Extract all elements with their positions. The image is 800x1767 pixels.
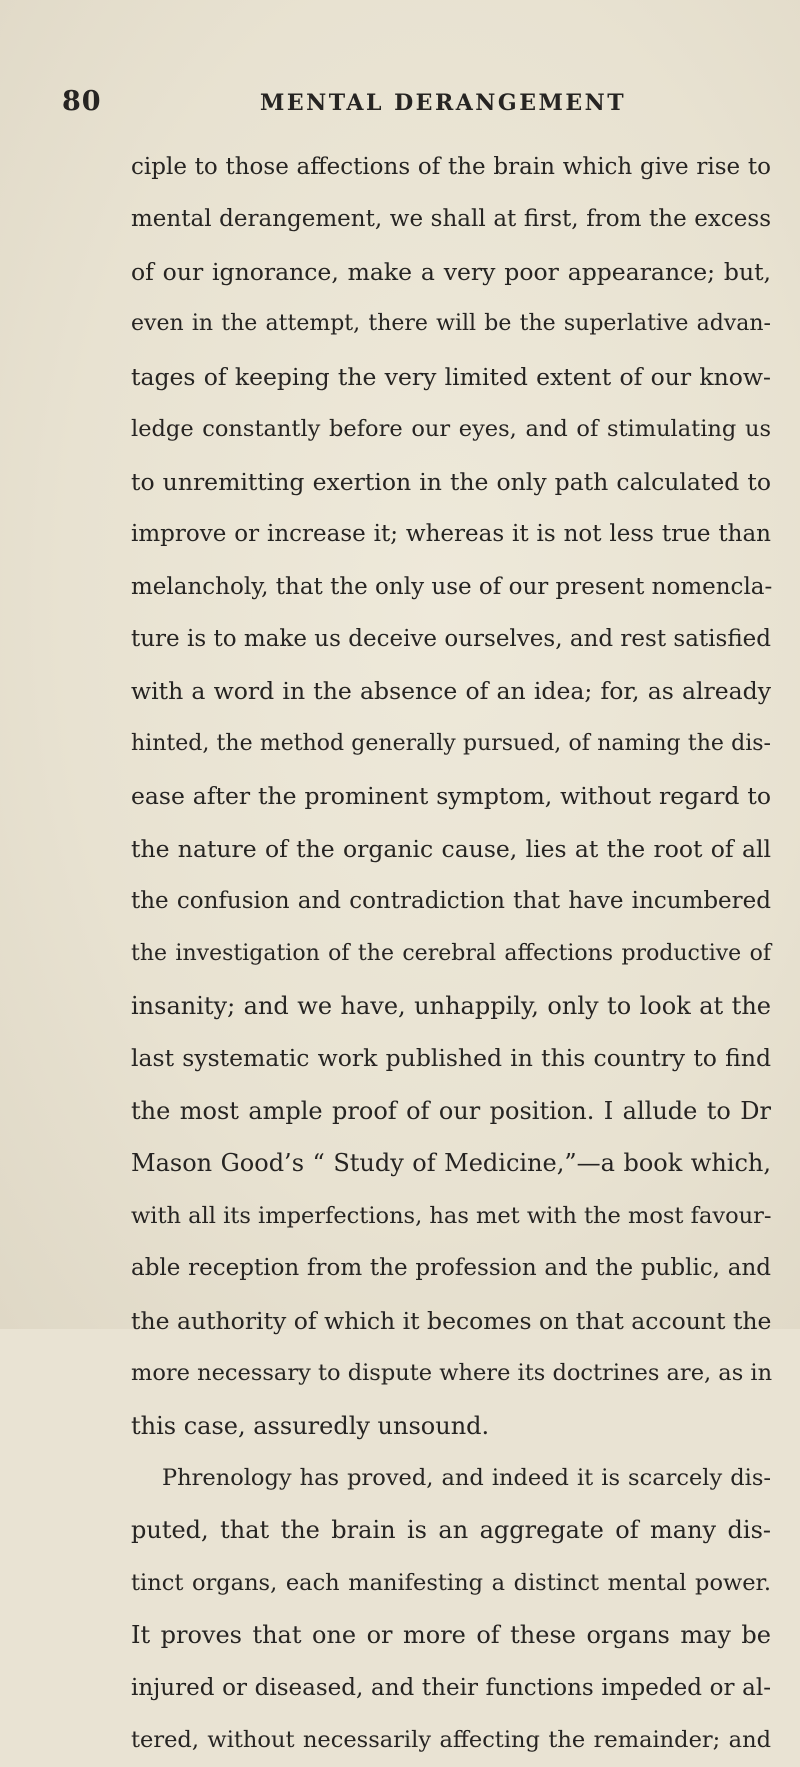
text-line: the investigation of the cerebral affections productive of (131, 940, 771, 966)
body-text (131, 141, 771, 1767)
text-line: tinct organs, each manifesting a distinct mental power. (131, 1569, 771, 1596)
text-line: of our ignorance, make a very poor appearance; but, (131, 257, 771, 286)
text-line: last systematic work published in this country to find (131, 1044, 771, 1073)
paragraph-start-line: Phrenology has proved, and indeed it is scarcely dis- (162, 1464, 771, 1491)
text-line: melancholy, that the only use of our present nomencla- (131, 573, 773, 600)
text-line: mental derangement, we shall at first, from the excess (131, 206, 771, 233)
page-header (62, 86, 762, 126)
text-line: puted, that the brain is an aggregate of many dis- (131, 1516, 771, 1545)
text-line: ture is to make us deceive ourselves, and rest satisfied (131, 625, 771, 652)
text-line: ease after the prominent symptom, without regard to (131, 782, 771, 811)
text-line: insanity; and we have, unhappily, only to look at the (131, 992, 771, 1020)
text-line: Mason Good’s “ Study of Medicine,”—a book which, (131, 1149, 771, 1178)
text-line: more necessary to dispute where its doctrines are, as in (131, 1360, 773, 1387)
text-line: tered, without necessarily affecting the remainder; and (131, 1727, 771, 1754)
text-line: tages of keeping the very limited extent of our know- (131, 362, 771, 391)
text-line: the most ample proof of our position. I allude to Dr (131, 1096, 771, 1125)
page-number: 80 (62, 86, 102, 117)
running-head: MENTAL DERANGEMENT (260, 90, 627, 116)
text-line: It proves that one or more of these organs may be (131, 1621, 771, 1650)
text-line: the authority of which it becomes on that account the (131, 1306, 772, 1335)
text-line: with a word in the absence of an idea; for, as already (131, 677, 771, 706)
text-line: hinted, the method generally pursued, of naming the dis- (131, 730, 771, 756)
text-line: the nature of the organic cause, lies at the root of all (131, 834, 771, 863)
text-line: this case, assuredly unsound. (131, 1411, 490, 1440)
text-line: the confusion and contradiction that have incumbered (131, 888, 771, 915)
text-line: ledge constantly before our eyes, and of stimulating us (131, 416, 771, 443)
text-line: to unremitting exertion in the only path calculated to (131, 467, 771, 496)
text-line: with all its imperfections, has met with the most favour- (131, 1202, 772, 1229)
text-line: ciple to those affections of the brain which give rise to (131, 154, 771, 180)
text-line: able reception from the profession and the public, and (131, 1255, 771, 1282)
text-line: injured or diseased, and their functions impeded or al- (131, 1674, 771, 1701)
text-line: even in the attempt, there will be the superlative advan- (131, 311, 771, 337)
text-line: improve or increase it; whereas it is not less true than (131, 521, 771, 548)
